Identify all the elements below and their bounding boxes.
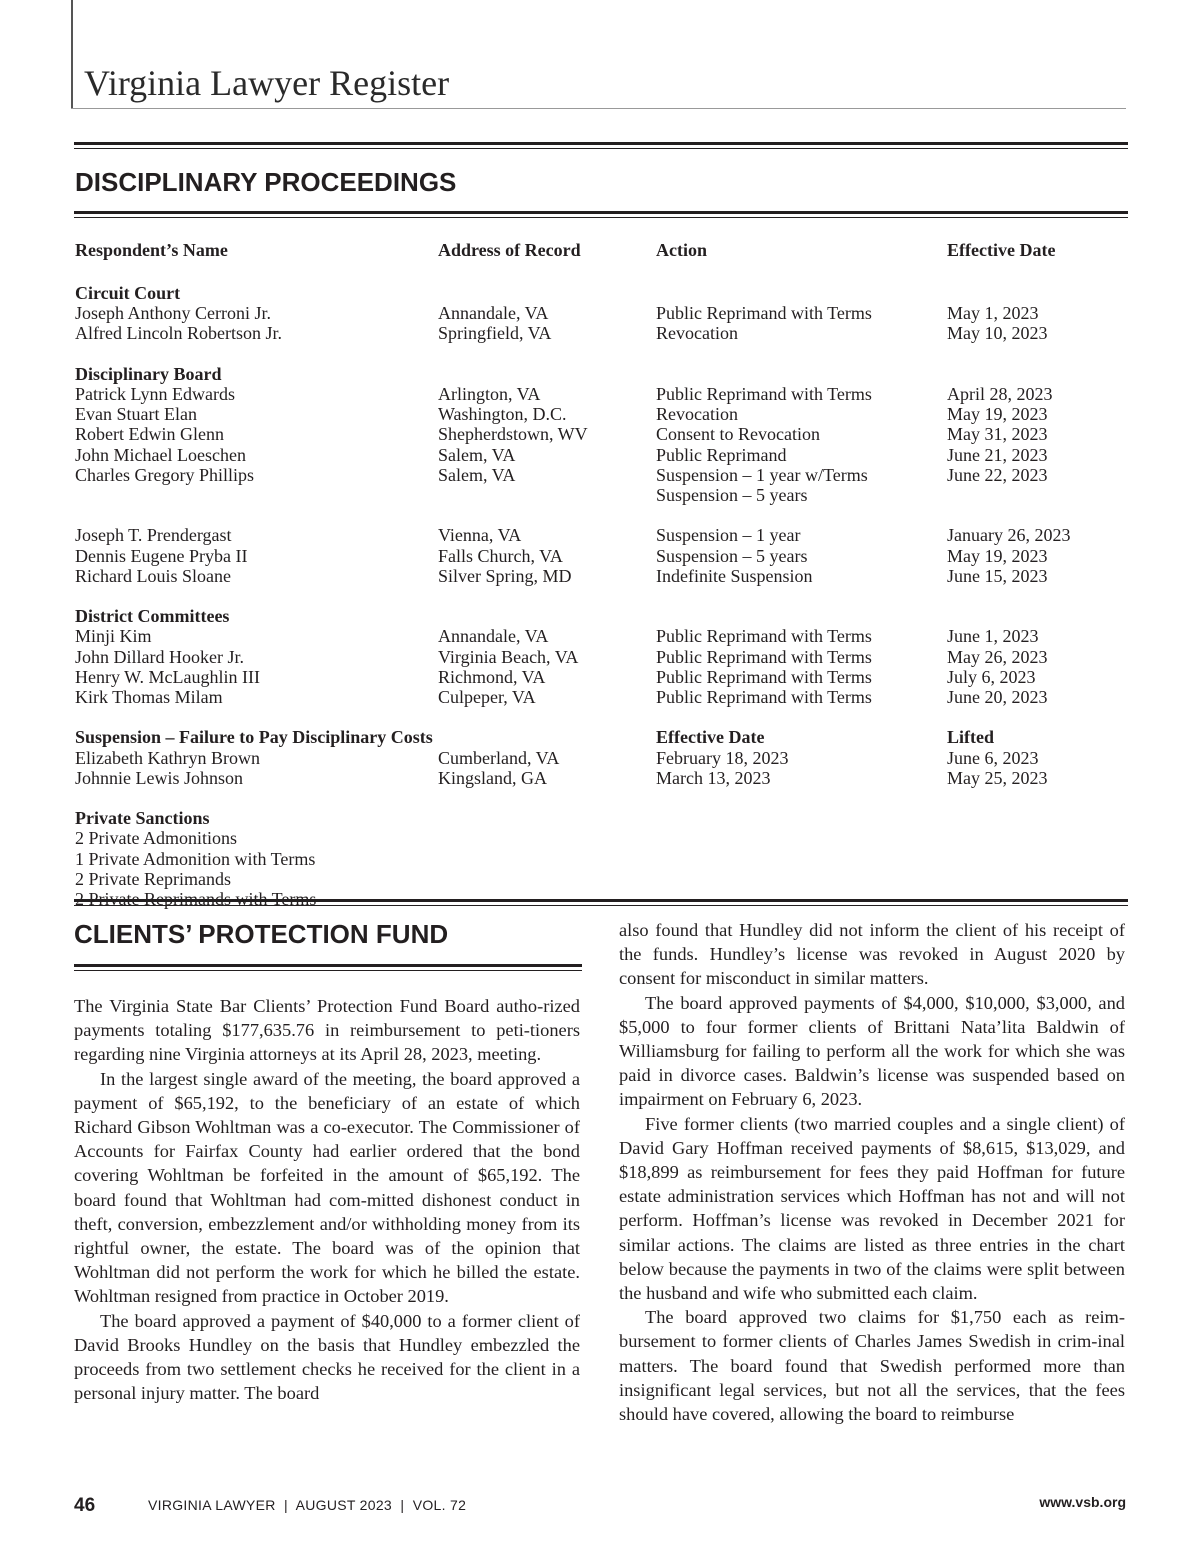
respondent-name: Johnnie Lewis Johnson <box>75 767 243 788</box>
respondent-name: Joseph T. Prendergast <box>75 525 232 546</box>
table-row <box>75 404 1135 424</box>
header-address: Address of Record <box>438 240 581 260</box>
list-item: 2 Private Reprimands with Terms <box>75 889 317 910</box>
spacer <box>75 344 1135 364</box>
address: Cumberland, VA <box>438 747 560 768</box>
effective-date: January 26, 2023 <box>947 525 1071 546</box>
address: Culpeper, VA <box>438 687 536 708</box>
action: Revocation <box>656 323 738 344</box>
effective-date: June 6, 2023 <box>947 747 1039 768</box>
effective-date: May 26, 2023 <box>947 646 1048 667</box>
table-row <box>75 687 1135 707</box>
masthead-underline <box>71 108 1126 109</box>
effective-date: May 19, 2023 <box>947 404 1048 425</box>
address: Silver Spring, MD <box>438 565 572 586</box>
table-row <box>75 303 1135 323</box>
spacer <box>75 586 1135 606</box>
section-rule-cpf <box>74 899 1128 902</box>
spacer <box>75 788 1135 808</box>
action: March 13, 2023 <box>656 767 771 788</box>
table-row <box>75 626 1135 646</box>
action: Suspension – 1 year <box>656 525 801 546</box>
group-title: Disciplinary Board <box>75 363 222 384</box>
action: Public Reprimand <box>656 444 787 465</box>
paragraph: The board approved a payment of $40,000 to a former client of David Brooks Hundley on the basis that Hundley embezzled the proceeds from two settlement checks he received for the client in a personal injury matter. The board <box>74 1310 580 1404</box>
suspension-header <box>75 727 1135 747</box>
suspension-col4: Lifted <box>947 727 994 748</box>
respondent-name: John Dillard Hooker Jr. <box>75 646 244 667</box>
action: Public Reprimand with Terms <box>656 384 872 404</box>
table-row <box>75 647 1135 667</box>
site-url: www.vsb.org <box>1039 1494 1126 1510</box>
address: Annandale, VA <box>438 303 549 324</box>
effective-date: May 31, 2023 <box>947 424 1048 445</box>
paragraph: Five former clients (two married couples and a single client) of David Gary Hoffman received payments of $8,615, $13,029, and $18,899 as reimbursement for fees they paid Hoffman for future estate administration services which Hoffman has not and will not perform. Hoffman’s license was revoked in December 2021 for similar actions. The claims are listed as three entries in the chart below because the payments in two of the claims were split between the husband and wife who submitted each claim. <box>619 1113 1125 1304</box>
suspension-col3: Effective Date <box>656 727 765 748</box>
table-row <box>75 546 1135 566</box>
effective-date: May 1, 2023 <box>947 303 1039 324</box>
effective-date: June 21, 2023 <box>947 444 1048 465</box>
respondent-name <box>75 485 438 505</box>
suspension-rows <box>75 748 1135 788</box>
action: Suspension – 5 years <box>656 485 808 506</box>
respondent-name: Evan Stuart Elan <box>75 404 197 425</box>
table-row <box>75 525 1135 545</box>
table-row <box>75 465 1135 485</box>
action: Suspension – 1 year w/Terms <box>656 464 868 485</box>
address: Arlington, VA <box>438 384 541 404</box>
table-row <box>75 384 1135 404</box>
effective-date: June 22, 2023 <box>947 464 1048 485</box>
address: Falls Church, VA <box>438 545 563 566</box>
table-row <box>75 667 1135 687</box>
address: Springfield, VA <box>438 323 552 344</box>
page-number: 46 <box>74 1495 96 1516</box>
table-header <box>75 238 1135 262</box>
effective-date: May 19, 2023 <box>947 545 1048 566</box>
masthead-vertical-rule <box>71 0 73 108</box>
paragraph: also found that Hundley did not inform the client of his receipt of the funds. Hundley’s license was revoked in August 2020 by consent for misconduct in similar matters. <box>619 920 1125 989</box>
effective-date: June 20, 2023 <box>947 687 1048 708</box>
respondent-name: Charles Gregory Phillips <box>75 464 254 485</box>
address: Richmond, VA <box>438 666 546 687</box>
masthead-title: Virginia Lawyer Register <box>84 63 450 103</box>
respondent-name: Elizabeth Kathryn Brown <box>75 747 260 768</box>
private-title: Private Sanctions <box>75 808 210 829</box>
list-item: 2 Private Reprimands <box>75 868 231 889</box>
action: Indefinite Suspension <box>656 565 813 586</box>
effective-date: May 10, 2023 <box>947 323 1048 344</box>
action: Public Reprimand with Terms <box>656 646 872 667</box>
table-row <box>75 485 1135 505</box>
address: Washington, D.C. <box>438 404 567 425</box>
table-row <box>75 323 1135 343</box>
respondent-name: Alfred Lincoln Robertson Jr. <box>75 323 282 344</box>
cpf-column-1 <box>74 994 580 1405</box>
respondent-name: Minji Kim <box>75 626 152 647</box>
table-row <box>75 566 1135 586</box>
group-title: Circuit Court <box>75 283 181 303</box>
address: Salem, VA <box>438 464 516 485</box>
table-row <box>75 748 1135 768</box>
address <box>438 485 656 505</box>
action: Public Reprimand with Terms <box>656 666 872 687</box>
respondent-name: Dennis Eugene Pryba II <box>75 545 248 566</box>
respondent-name: Henry W. McLaughlin III <box>75 666 260 687</box>
issue-info: VIRGINIA LAWYER | AUGUST 2023 | VOL. 72 <box>148 1497 467 1513</box>
cpf-column-2 <box>619 918 1125 1426</box>
cpf-title-rule <box>74 964 582 967</box>
effective-date: July 6, 2023 <box>947 666 1036 687</box>
suspension-spacer <box>438 727 656 747</box>
action: Revocation <box>656 404 738 425</box>
respondent-name: Joseph Anthony Cerroni Jr. <box>75 303 271 324</box>
respondent-name: John Michael Loeschen <box>75 444 246 465</box>
respondent-name: Robert Edwin Glenn <box>75 424 224 445</box>
address: Shepherdstown, WV <box>438 424 588 445</box>
header-date: Effective Date <box>947 240 1056 260</box>
effective-date <box>947 485 1135 505</box>
effective-date: April 28, 2023 <box>947 384 1053 404</box>
effective-date: June 15, 2023 <box>947 565 1048 586</box>
list-item: 2 Private Admonitions <box>75 828 237 849</box>
paragraph: In the largest single award of the meeting, the board approved a payment of $65,192, to the beneficiary of an estate of which Richard Gibson Wohltman was a co-executor. The Commissioner of Accounts for Fairfax County had earlier ordered that the bond covering Wohltman be forfeited in the amount of $65,192. The board found that Wohltman had com-mitted dishonest conduct in theft, conversion, embezzlement and/or withholding money from its rightful owner, the estate. The board was of the opinion that Wohltman did not perform the work for which he billed the estate. Wohltman resigned from practice in October 2019. <box>74 1068 580 1307</box>
disciplinary-groups <box>75 283 1135 727</box>
address: Vienna, VA <box>438 525 522 546</box>
header-action: Action <box>656 240 707 260</box>
action: Public Reprimand with Terms <box>656 303 872 324</box>
address: Annandale, VA <box>438 626 549 647</box>
paragraph: The board approved payments of $4,000, $10,000, $3,000, and $5,000 to four former clients of Brittani Nata’lita Baldwin of Williamsburg for failing to perform all the work for which she was paid in divorce cases. Baldwin’s license was suspended based on impairment on February 6, 2023. <box>619 992 1125 1110</box>
private-items <box>75 828 1135 909</box>
action: Suspension – 5 years <box>656 545 808 566</box>
spacer <box>75 505 1135 525</box>
table-row <box>75 768 1135 788</box>
effective-date: May 25, 2023 <box>947 767 1048 788</box>
action: Public Reprimand with Terms <box>656 626 872 647</box>
suspension-title: Suspension – Failure to Pay Disciplinary Costs <box>75 727 433 748</box>
address: Kingsland, GA <box>438 767 547 788</box>
spacer <box>75 707 1135 727</box>
respondent-name: Richard Louis Sloane <box>75 565 231 586</box>
table-row <box>75 424 1135 444</box>
list-item: 1 Private Admonition with Terms <box>75 848 316 869</box>
paragraph: The board approved two claims for $1,750 each as reim-bursement to former clients of Charles James Swedish in crim-inal matters. The board found that Swedish performed more than insignificant legal services, but not all the services, that the fees should have covered, allowing the board to reimburse <box>619 1307 1125 1425</box>
respondent-name: Patrick Lynn Edwards <box>75 384 235 404</box>
table-row <box>75 445 1135 465</box>
disciplinary-title: DISCIPLINARY PROCEEDINGS <box>75 167 457 197</box>
address: Virginia Beach, VA <box>438 646 579 667</box>
disciplinary-table <box>75 238 1135 909</box>
group-title: District Committees <box>75 606 230 627</box>
effective-date: June 1, 2023 <box>947 626 1039 647</box>
address: Salem, VA <box>438 444 516 465</box>
respondent-name: Kirk Thomas Milam <box>75 687 223 708</box>
header-name: Respondent’s Name <box>75 240 228 260</box>
cpf-title: CLIENTS’ PROTECTION FUND <box>74 919 449 949</box>
action: Consent to Revocation <box>656 424 820 445</box>
action: Public Reprimand with Terms <box>656 687 872 708</box>
action: February 18, 2023 <box>656 747 789 768</box>
section-rule-top <box>74 142 1128 145</box>
section-rule-bottom <box>74 211 1128 214</box>
paragraph: The Virginia State Bar Clients’ Protection Fund Board autho-rized payments totaling $177,635.76 in reimbursement to peti-tioners regarding nine Virginia attorneys at its April 28, 2023, meeting. <box>74 996 580 1065</box>
